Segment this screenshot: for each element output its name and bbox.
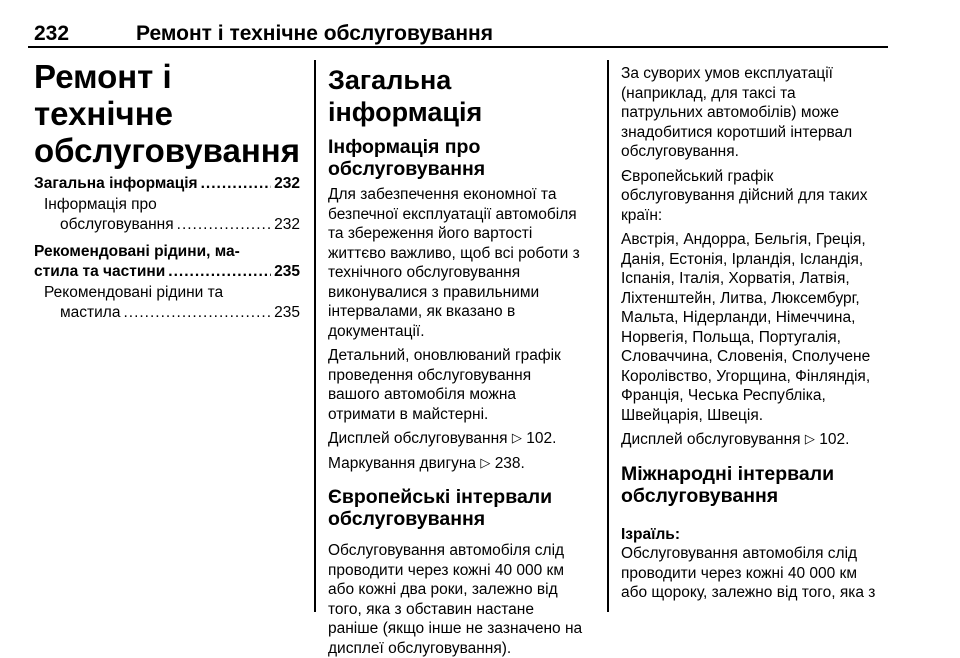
xref-text: Дисплей обслуговування xyxy=(328,430,508,447)
text-line: проводити через кожні 40 000 км xyxy=(328,561,593,581)
text-line: Для забезпечення економної та xyxy=(328,185,593,205)
text-line: патрульних автомобілів) може xyxy=(621,103,891,123)
text-line: країн: xyxy=(621,206,891,226)
page-header xyxy=(28,0,888,47)
heading-line: обслуговування xyxy=(328,508,593,530)
toc-entry-service-info[interactable] xyxy=(34,195,300,236)
text-line: або кожні два роки, залежно від xyxy=(328,580,593,600)
heading-line: обслуговування xyxy=(621,485,891,507)
subsection-heading-european-intervals xyxy=(328,486,593,530)
text-line: проводити через кожні 40 000 км xyxy=(621,564,891,584)
toc-entry-general-info[interactable] xyxy=(34,174,300,195)
text-line: вашого автомобіля можна xyxy=(328,385,593,405)
text-line: інтервалами, як вказано в xyxy=(328,302,593,322)
text-line: обслуговування дійсний для таких xyxy=(621,186,891,206)
running-title: Ремонт і технічне обслуговування xyxy=(136,22,493,46)
text-line: дисплеї обслуговування). xyxy=(328,639,593,658)
toc-leader-dots xyxy=(177,215,271,236)
toc-entry-title: Рекомендовані рідини, ма- xyxy=(34,242,300,263)
toc-leader-dots xyxy=(168,262,271,283)
text-line: За суворих умов експлуатації xyxy=(621,64,891,84)
header-rule xyxy=(28,46,888,48)
toc-entry-title-cont: стила та частини xyxy=(34,262,165,283)
text-line: того, яка з обставин настане xyxy=(328,600,593,620)
text-line: обслуговування. xyxy=(621,142,891,162)
toc-page-number: 235 xyxy=(274,262,300,283)
paragraph-schedule xyxy=(328,346,593,424)
xref-page: 102. xyxy=(526,430,556,447)
text-line: Словаччина, Словенія, Сполучене xyxy=(621,347,891,367)
toc-entry-title-cont: обслуговування xyxy=(60,215,174,236)
xref-text: Маркування двигуна xyxy=(328,455,476,472)
toc-entry-title-cont: мастила xyxy=(60,303,120,324)
cross-reference-engine-marking[interactable] xyxy=(328,454,593,474)
toc-page-number: 235 xyxy=(274,303,300,324)
text-line: виконувалися з правильними xyxy=(328,283,593,303)
text-line: та збереження його вартості xyxy=(328,224,593,244)
toc-entry-title: Рекомендовані рідини та xyxy=(44,283,300,304)
paragraph-european-intervals xyxy=(328,541,593,658)
text-line: документації. xyxy=(328,322,593,342)
text-line: проведення обслуговування xyxy=(328,366,593,386)
xref-page: 238. xyxy=(495,455,525,472)
text-line: Данія, Естонія, Ірландія, Ісландія, xyxy=(621,250,891,270)
subsection-heading-international-intervals xyxy=(621,463,891,507)
text-line: Франція, Чеська Республіка, xyxy=(621,386,891,406)
toc-entry-recommended-fluids[interactable] xyxy=(34,242,300,283)
subsection-heading-service-info xyxy=(328,136,593,180)
toc-leader-dots xyxy=(123,303,271,324)
toc-entry-title: Загальна інформація xyxy=(34,174,198,195)
paragraph-harsh-conditions xyxy=(621,64,891,162)
text-line: отримати в майстерні. xyxy=(328,405,593,425)
heading-line: Європейські інтервали xyxy=(328,486,593,508)
xref-text: Дисплей обслуговування xyxy=(621,431,801,448)
chapter-title-line2: обслуговування xyxy=(34,132,304,169)
country-heading-israel: Ізраїль: xyxy=(621,525,891,545)
text-line: безпечної експлуатації автомобіля xyxy=(328,205,593,225)
text-line: Європейський графік xyxy=(621,167,891,187)
toc-entry-fluids-lubricants[interactable] xyxy=(34,283,300,324)
arrow-right-icon: ▷ xyxy=(512,428,522,448)
text-line: Норвегія, Польща, Португалія, xyxy=(621,328,891,348)
paragraph-israel xyxy=(621,544,891,603)
column-divider-left xyxy=(314,60,316,612)
arrow-right-icon: ▷ xyxy=(805,429,815,449)
column-middle xyxy=(328,64,593,658)
cross-reference-service-display[interactable] xyxy=(621,430,891,450)
paragraph-intro xyxy=(328,185,593,341)
toc-page-number: 232 xyxy=(274,174,300,195)
table-of-contents xyxy=(34,174,300,330)
text-line: (наприклад, для таксі та xyxy=(621,84,891,104)
heading-line: обслуговування xyxy=(328,158,593,180)
text-line: знадобитися коротший інтервал xyxy=(621,123,891,143)
toc-leader-dots xyxy=(201,174,272,195)
text-line: або щороку, залежно від того, яка з xyxy=(621,583,891,603)
text-line: Іспанія, Італія, Хорватія, Латвія, xyxy=(621,269,891,289)
toc-page-number: 232 xyxy=(274,215,300,236)
text-line: Детальний, оновлюваний графік xyxy=(328,346,593,366)
column-right xyxy=(621,64,891,603)
text-line: раніше (якщо інше не зазначено на xyxy=(328,619,593,639)
heading-line: Міжнародні інтервали xyxy=(621,463,891,485)
paragraph-country-list xyxy=(621,230,891,425)
text-line: Мальта, Нідерланди, Німеччина, xyxy=(621,308,891,328)
text-line: Обслуговування автомобіля слід xyxy=(328,541,593,561)
text-line: життєво важливо, щоб всі роботи з xyxy=(328,244,593,264)
arrow-right-icon: ▷ xyxy=(480,453,490,473)
toc-entry-title: Інформація про xyxy=(44,195,300,216)
text-line: Швейцарія, Швеція. xyxy=(621,406,891,426)
chapter-title xyxy=(34,58,304,169)
chapter-title-line1: Ремонт і технічне xyxy=(34,58,304,132)
xref-page: 102. xyxy=(819,431,849,448)
text-line: Королівство, Угорщина, Фінляндія, xyxy=(621,367,891,387)
paragraph-european-schedule xyxy=(621,167,891,226)
column-divider-right xyxy=(607,60,609,612)
heading-line: Інформація про xyxy=(328,136,593,158)
page-number: 232 xyxy=(34,22,69,46)
text-line: Ліхтенштейн, Литва, Люксембург, xyxy=(621,289,891,309)
text-line: технічного обслуговування xyxy=(328,263,593,283)
text-line: Обслуговування автомобіля слід xyxy=(621,544,891,564)
section-heading-general-info: Загальна інформація xyxy=(328,64,593,128)
text-line: Австрія, Андорра, Бельгія, Греція, xyxy=(621,230,891,250)
cross-reference-service-display[interactable] xyxy=(328,429,593,449)
